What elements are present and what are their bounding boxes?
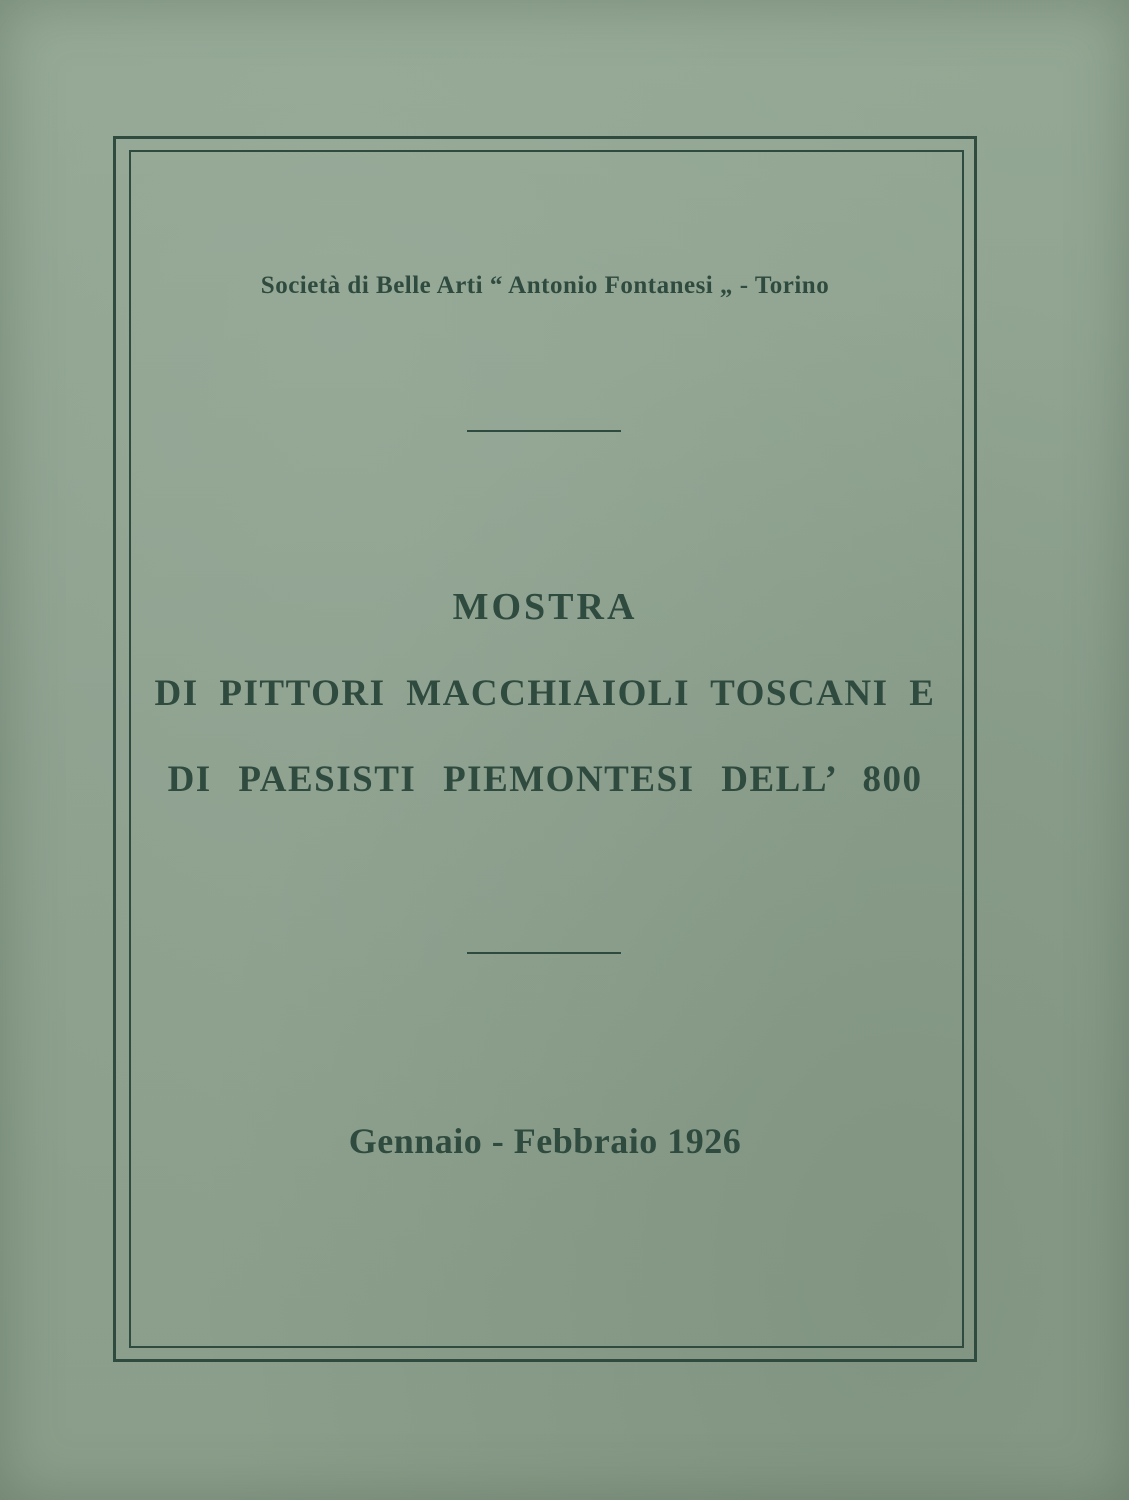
society-heading: Società di Belle Arti “ Antonio Fontanesi „ - Torino [260,272,830,299]
top-divider-rule [467,430,621,432]
inner-border-frame [129,150,964,1348]
exhibition-subtitle-line-1: DI PITTORI MACCHIAIOLI TOSCANI E [154,673,936,714]
exhibition-date: Gennaio - Febbraio 1926 [348,1121,742,1161]
bottom-divider-rule [467,952,621,954]
exhibition-title: MOSTRA [452,586,638,628]
exhibition-subtitle-line-2: DI PAESISTI PIEMONTESI DELL’ 800 [167,759,923,800]
